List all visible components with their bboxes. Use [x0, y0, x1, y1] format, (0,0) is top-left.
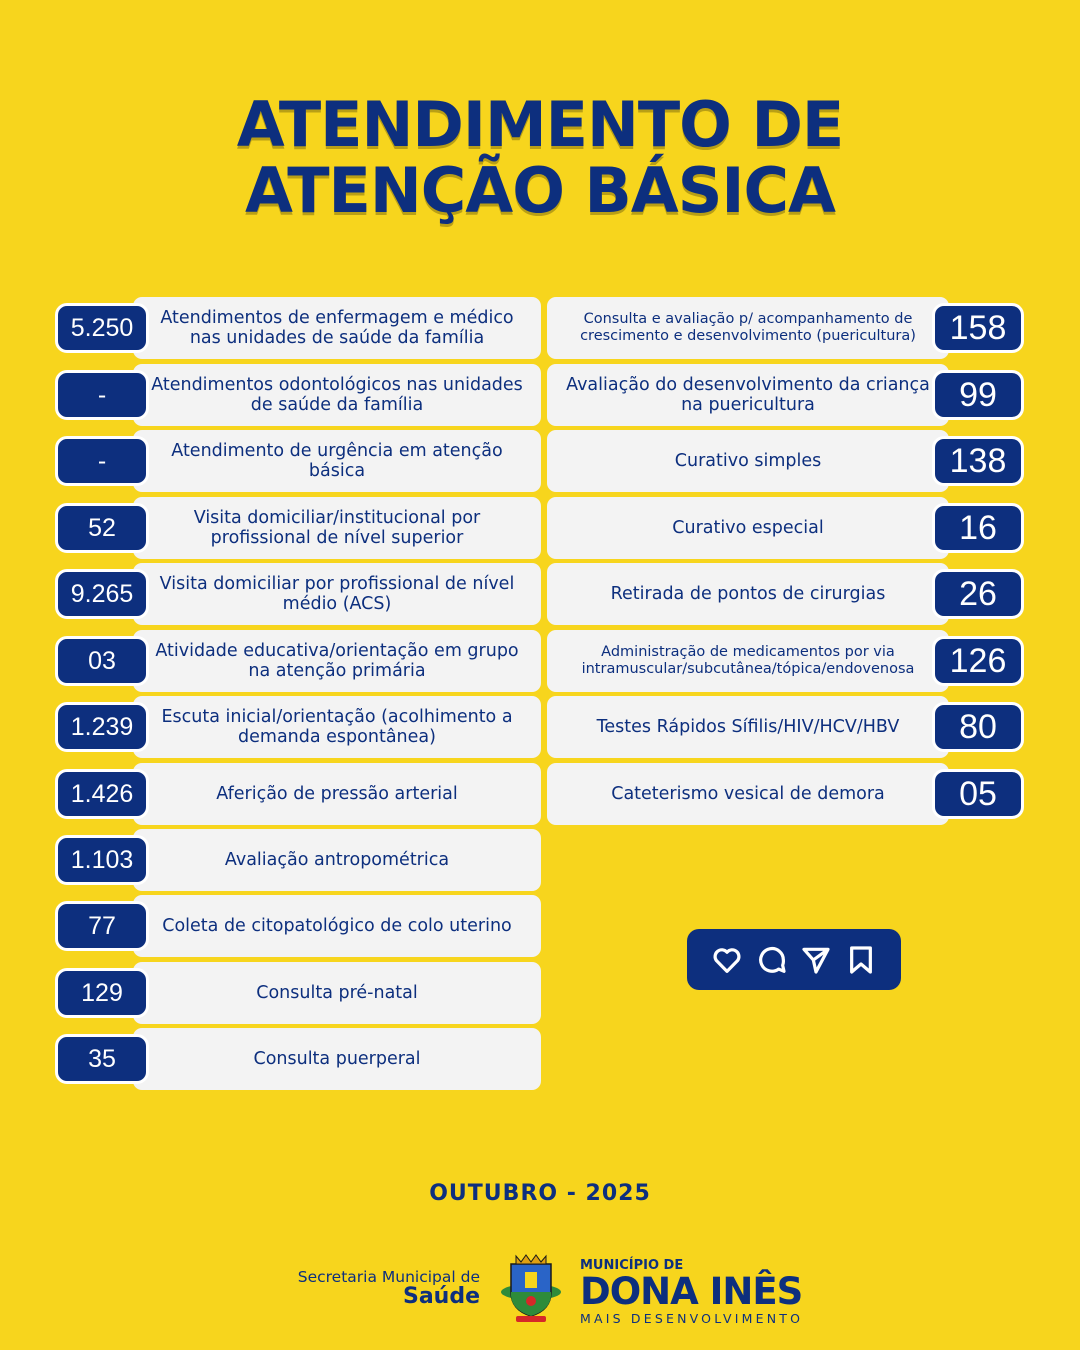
stat-value-badge: 129	[55, 968, 149, 1018]
stat-row	[547, 696, 1024, 758]
stat-row	[55, 497, 541, 559]
stat-row	[55, 563, 541, 625]
stat-label: Visita domiciliar por profissional de nível médio (ACS)	[133, 563, 541, 625]
stat-value-badge: -	[55, 370, 149, 420]
stat-label: Testes Rápidos Sífilis/HIV/HCV/HBV	[547, 696, 949, 758]
municipio-logo	[580, 1258, 803, 1326]
stat-label: Atendimentos odontológicos nas unidades de saúde da família	[133, 364, 541, 426]
stat-value-badge: 126	[932, 636, 1024, 686]
stat-row	[55, 895, 541, 957]
municipio-line-1: MUNICÍPIO DE	[580, 1258, 684, 1273]
stat-label: Aferição de pressão arterial	[133, 763, 541, 825]
stat-row	[547, 497, 1024, 559]
stat-value-badge: 1.426	[55, 769, 149, 819]
stat-label: Consulta puerperal	[133, 1028, 541, 1090]
stat-row	[547, 630, 1024, 692]
stat-label: Avaliação do desenvolvimento da criança na puericultura	[547, 364, 949, 426]
stat-label: Administração de medicamentos por via intramuscular/subcutânea/tópica/endovenosa	[547, 630, 949, 692]
stat-value-badge: 9.265	[55, 569, 149, 619]
stat-value-badge: 158	[932, 303, 1024, 353]
secretaria-logo	[270, 1268, 480, 1308]
heart-icon[interactable]	[711, 944, 743, 976]
stat-row	[55, 630, 541, 692]
stat-label: Atendimentos de enfermagem e médico nas unidades de saúde da família	[133, 297, 541, 359]
stat-row	[55, 763, 541, 825]
stat-row	[547, 563, 1024, 625]
stat-row	[55, 297, 541, 359]
title-line-1: ATENDIMENTO DE	[236, 88, 844, 161]
stat-label: Atendimento de urgência em atenção básica	[133, 430, 541, 492]
secretaria-line-2: Saúde	[402, 1284, 480, 1309]
bookmark-icon[interactable]	[845, 944, 877, 976]
stat-value-badge: 52	[55, 503, 149, 553]
stat-label: Visita domiciliar/institucional por profissional de nível superior	[133, 497, 541, 559]
stat-row	[547, 430, 1024, 492]
send-icon[interactable]	[800, 944, 832, 976]
title-line-2: ATENÇÃO BÁSICA	[245, 154, 835, 227]
stat-value-badge: 03	[55, 636, 149, 686]
stat-row	[55, 430, 541, 492]
social-actions-bar	[687, 929, 901, 990]
stat-row	[55, 829, 541, 891]
comment-icon[interactable]	[756, 944, 788, 976]
stat-label: Avaliação antropométrica	[133, 829, 541, 891]
stat-row	[547, 763, 1024, 825]
stat-row	[55, 696, 541, 758]
municipio-line-3: MAIS DESENVOLVIMENTO	[580, 1311, 804, 1326]
stat-label: Escuta inicial/orientação (acolhimento a demanda espontânea)	[133, 696, 541, 758]
stat-row	[55, 364, 541, 426]
stat-row	[547, 364, 1024, 426]
stat-value-badge: 16	[932, 503, 1024, 553]
stat-value-badge: -	[55, 436, 149, 486]
municipal-crest-icon	[494, 1252, 568, 1326]
page-title	[0, 88, 1080, 227]
stat-value-badge: 138	[932, 436, 1024, 486]
stat-row	[55, 962, 541, 1024]
stat-label: Curativo simples	[547, 430, 949, 492]
stat-label: Cateterismo vesical de demora	[547, 763, 949, 825]
municipio-line-2: DONA INÊS	[580, 1270, 803, 1313]
stat-label: Curativo especial	[547, 497, 949, 559]
stat-value-badge: 77	[55, 901, 149, 951]
secretaria-line-1: Secretaria Municipal de	[297, 1268, 480, 1286]
stat-row	[55, 1028, 541, 1090]
stat-label: Consulta e avaliação p/ acompanhamento de crescimento e desenvolvimento (puericultura)	[547, 297, 949, 359]
stat-value-badge: 1.103	[55, 835, 149, 885]
stat-value-badge: 99	[932, 370, 1024, 420]
stat-label: Atividade educativa/orientação em grupo na atenção primária	[133, 630, 541, 692]
stat-value-badge: 05	[932, 769, 1024, 819]
stat-value-badge: 5.250	[55, 303, 149, 353]
stat-label: Coleta de citopatológico de colo uterino	[133, 895, 541, 957]
period-label: OUTUBRO - 2025	[429, 1181, 651, 1206]
stat-label: Retirada de pontos de cirurgias	[547, 563, 949, 625]
stat-row	[547, 297, 1024, 359]
stat-value-badge: 1.239	[55, 702, 149, 752]
stat-value-badge: 26	[932, 569, 1024, 619]
stat-value-badge: 35	[55, 1034, 149, 1084]
stat-label: Consulta pré-natal	[133, 962, 541, 1024]
stat-value-badge: 80	[932, 702, 1024, 752]
